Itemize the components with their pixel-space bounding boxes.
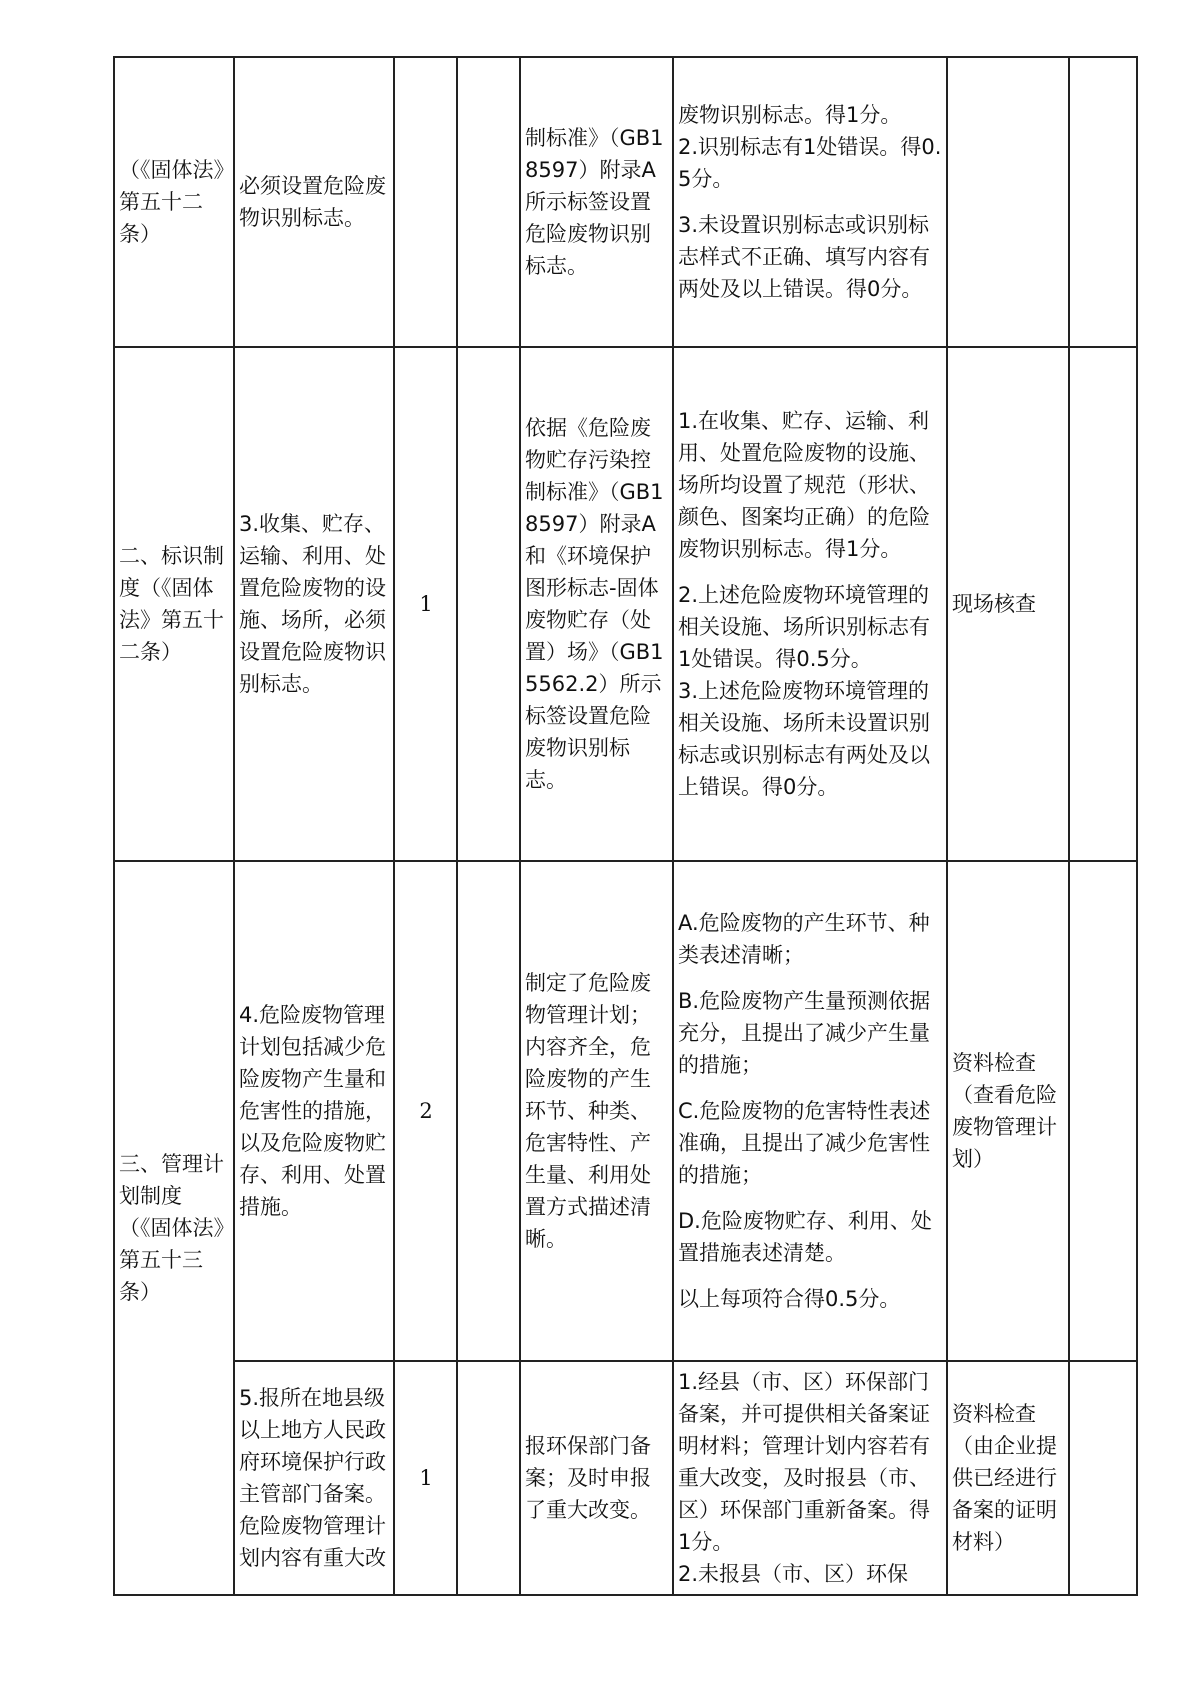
criteria-line: A.危险废物的产生环节、种类表述清晰； [678, 911, 930, 967]
criteria-line: 1.经县（市、区）环保部门备案，并可提供相关备案证明材料；管理计划内容若有重大改变，及时报县（市、区）环保部门重新备案。得1分。 [678, 1370, 930, 1554]
standard-cell: 制定了危险废物管理计划；内容齐全，危险废物的产生环节、种类、危害特性、产生量、利用处置方式描述清晰。 [520, 861, 673, 1361]
criteria-line: 3.上述危险废物环境管理的相关设施、场所未设置识别标志或识别标志有两处及以上错误。得0分。 [678, 679, 930, 799]
empty-cell [457, 861, 520, 1361]
table-row [114, 57, 1137, 347]
criteria-cell [673, 347, 947, 861]
assessment-table [113, 56, 1138, 1596]
requirement-item-cell: 5.报所在地县级以上地方人民政府环境保护行政主管部门备案。危险废物管理计划内容有重大改 [234, 1361, 394, 1595]
criteria-line: 1.在收集、贮存、运输、利用、处置危险废物的设施、场所均设置了规范（形状、颜色、图案均正确）的危险废物识别标志。得1分。 [678, 409, 930, 561]
criteria-line: 以上每项符合得0.5分。 [678, 1287, 901, 1311]
method-cell: 资料检查（由企业提供已经进行备案的证明材料） [947, 1361, 1069, 1595]
category-cell: （《固体法》第五十二条） [114, 57, 234, 347]
criteria-line: 2.识别标志有1处错误。得0.5分。 [678, 135, 942, 191]
score-cell: 1 [394, 1361, 457, 1595]
remark-cell [1069, 57, 1137, 347]
criteria-line: D.危险废物贮存、利用、处置措施表述清楚。 [678, 1209, 932, 1265]
criteria-cell [673, 1361, 947, 1595]
requirement-item-cell: 必须设置危险废物识别标志。 [234, 57, 394, 347]
method-cell [947, 57, 1069, 347]
standard-cell: 依据《危险废物贮存污染控制标准》（GB18597）附录A和《环境保护图形标志-固体废物贮存（处置）场》（GB15562.2）所示标签设置危险废物识别标志。 [520, 347, 673, 861]
method-cell: 资料检查（查看危险废物管理计划） [947, 861, 1069, 1361]
score-cell: 2 [394, 861, 457, 1361]
table-row [114, 1361, 1137, 1595]
category-cell: 二、标识制度（《固体法》第五十二条） [114, 347, 234, 861]
table-row [114, 347, 1137, 861]
criteria-line: C.危险废物的危害特性表述准确，且提出了减少危害性的措施； [678, 1099, 931, 1187]
criteria-line: 3.未设置识别标志或识别标志样式不正确、填写内容有两处及以上错误。得0分。 [678, 213, 930, 301]
empty-cell [457, 1361, 520, 1595]
method-cell: 现场核查 [947, 347, 1069, 861]
requirement-item-cell: 3.收集、贮存、运输、利用、处置危险废物的设施、场所，必须设置危险废物识别标志。 [234, 347, 394, 861]
criteria-line: 废物识别标志。得1分。 [678, 103, 902, 127]
remark-cell [1069, 861, 1137, 1361]
category-cell: 三、管理计划制度（《固体法》第五十三条） [114, 861, 234, 1595]
remark-cell [1069, 347, 1137, 861]
standard-cell: 制标准》（GB18597）附录A所示标签设置危险废物识别标志。 [520, 57, 673, 347]
criteria-cell [673, 57, 947, 347]
criteria-line: 2.未报县（市、区）环保 [678, 1562, 909, 1586]
requirement-item-cell: 4.危险废物管理计划包括减少危险废物产生量和危害性的措施，以及危险废物贮存、利用、处置措施。 [234, 861, 394, 1361]
score-cell [394, 57, 457, 347]
remark-cell [1069, 1361, 1137, 1595]
table-row [114, 861, 1137, 1361]
empty-cell [457, 347, 520, 861]
criteria-cell [673, 861, 947, 1361]
empty-cell [457, 57, 520, 347]
criteria-line: 2.上述危险废物环境管理的相关设施、场所识别标志有1处错误。得0.5分。 [678, 583, 930, 671]
standard-cell: 报环保部门备案；及时申报了重大改变。 [520, 1361, 673, 1595]
criteria-line: B.危险废物产生量预测依据充分，且提出了减少产生量的措施； [678, 989, 931, 1077]
score-cell: 1 [394, 347, 457, 861]
